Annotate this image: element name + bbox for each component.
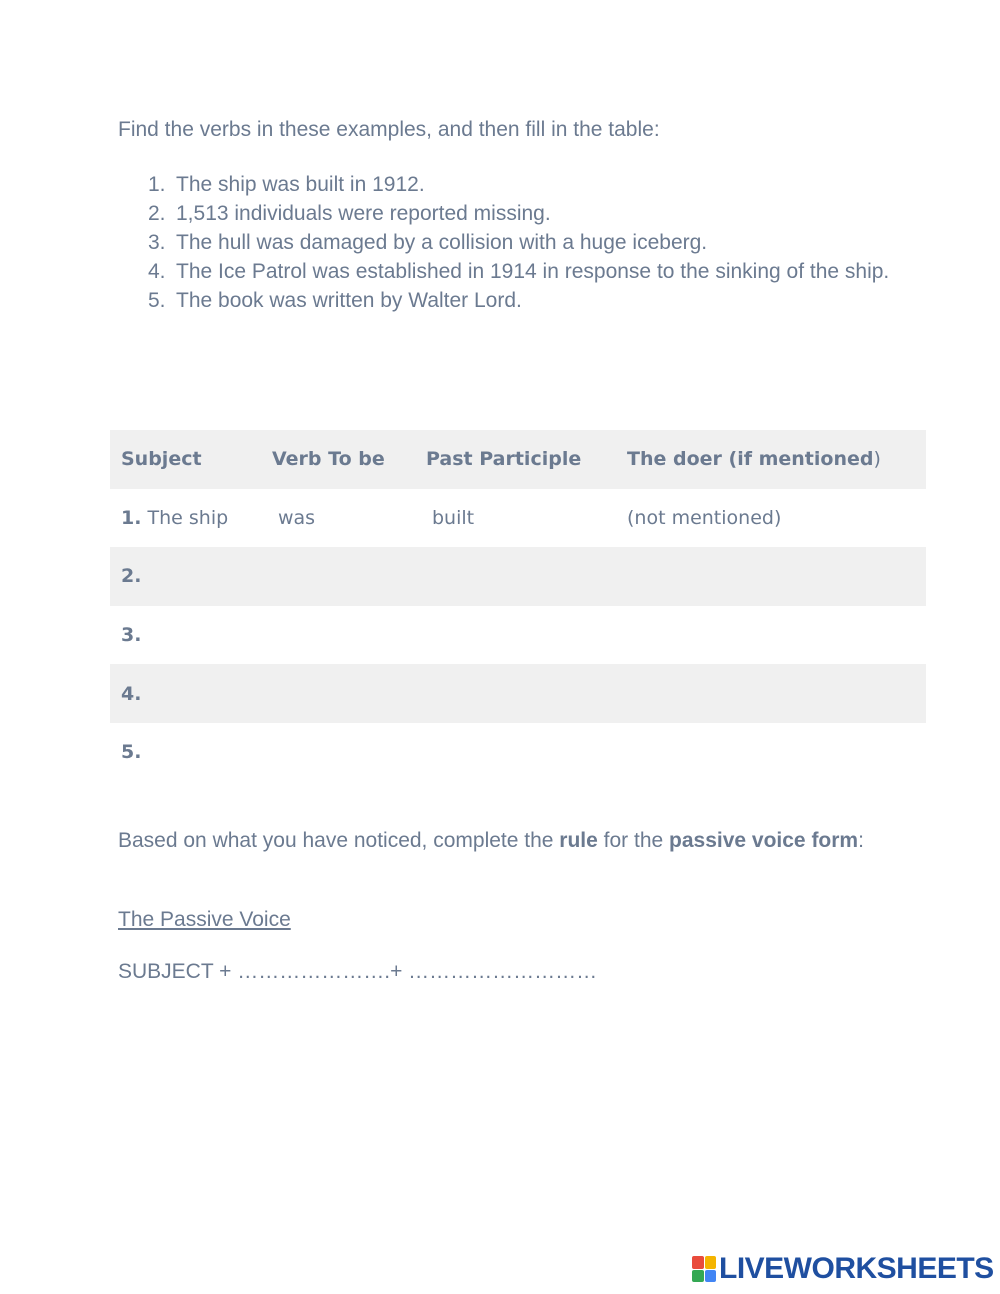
subject-cell[interactable]: [121, 606, 141, 665]
subject-cell[interactable]: [121, 547, 141, 606]
header-verb-to-be: Verb To be: [272, 448, 385, 471]
row-number: 4.: [121, 682, 142, 705]
subject-cell[interactable]: [121, 664, 141, 723]
rule-text: for the: [597, 829, 670, 852]
table-row: [110, 606, 926, 665]
row-number: 1.: [121, 506, 142, 529]
liveworksheets-logo-icon: [692, 1256, 716, 1282]
rule-text: :: [858, 829, 864, 852]
passive-table: [110, 430, 926, 782]
liveworksheets-logo: [692, 1252, 994, 1286]
logo-square: [705, 1270, 717, 1283]
list-item: [118, 257, 898, 286]
example-sentence: The ship was built in 1912.: [176, 173, 425, 196]
rule-prompt: [118, 826, 878, 855]
list-number: 4.: [148, 260, 166, 283]
table-row: [110, 723, 926, 782]
example-sentence: The book was written by Walter Lord.: [176, 289, 522, 312]
verb-cell[interactable]: was: [278, 506, 316, 529]
example-list: [118, 170, 898, 315]
list-number: 3.: [148, 231, 166, 254]
row-number: 2.: [121, 565, 142, 588]
example-sentence: 1,513 individuals were reported missing.: [176, 202, 551, 225]
row-number: 5.: [121, 741, 142, 764]
list-item: [118, 228, 898, 257]
logo-square: [705, 1256, 717, 1269]
example-sentence: The Ice Patrol was established in 1914 in response to the sinking of the ship.: [176, 260, 890, 283]
table-header-row: [110, 430, 926, 489]
logo-square: [692, 1256, 704, 1269]
rule-keyword: rule: [559, 829, 598, 852]
table-row: [110, 489, 926, 548]
list-number: 1.: [148, 173, 166, 196]
passive-formula[interactable]: SUBJECT + ………………….+ ………………………: [118, 960, 598, 983]
header-doer: [627, 430, 881, 489]
header-subject: Subject: [121, 448, 202, 471]
subject-cell[interactable]: [121, 489, 228, 548]
list-item: [118, 170, 898, 199]
header-past-participle: Past Participle: [426, 448, 582, 471]
list-number: 5.: [148, 289, 166, 312]
row-number: 3.: [121, 624, 142, 647]
doer-cell[interactable]: (not mentioned): [627, 506, 782, 529]
subject-cell[interactable]: [121, 723, 141, 782]
example-sentence: The hull was damaged by a collision with a huge iceberg.: [176, 231, 708, 254]
instructions: Find the verbs in these examples, and then fill in the table:: [118, 118, 660, 141]
table-row: [110, 664, 926, 723]
passive-voice-title: The Passive Voice: [118, 908, 291, 931]
list-number: 2.: [148, 202, 166, 225]
subject-value: The ship: [147, 506, 229, 529]
table-row: [110, 547, 926, 606]
passive-keyword: passive voice form: [669, 829, 859, 852]
logo-square: [692, 1270, 704, 1283]
logo-text: LIVEWORKSHEETS: [719, 1252, 994, 1285]
list-item: [118, 199, 898, 228]
participle-cell[interactable]: built: [432, 506, 475, 529]
rule-text: Based on what you have noticed, complete the: [118, 829, 560, 852]
list-item: [118, 286, 898, 315]
header-doer-close: ): [873, 448, 881, 471]
header-doer-label: The doer (if mentioned: [627, 448, 874, 471]
